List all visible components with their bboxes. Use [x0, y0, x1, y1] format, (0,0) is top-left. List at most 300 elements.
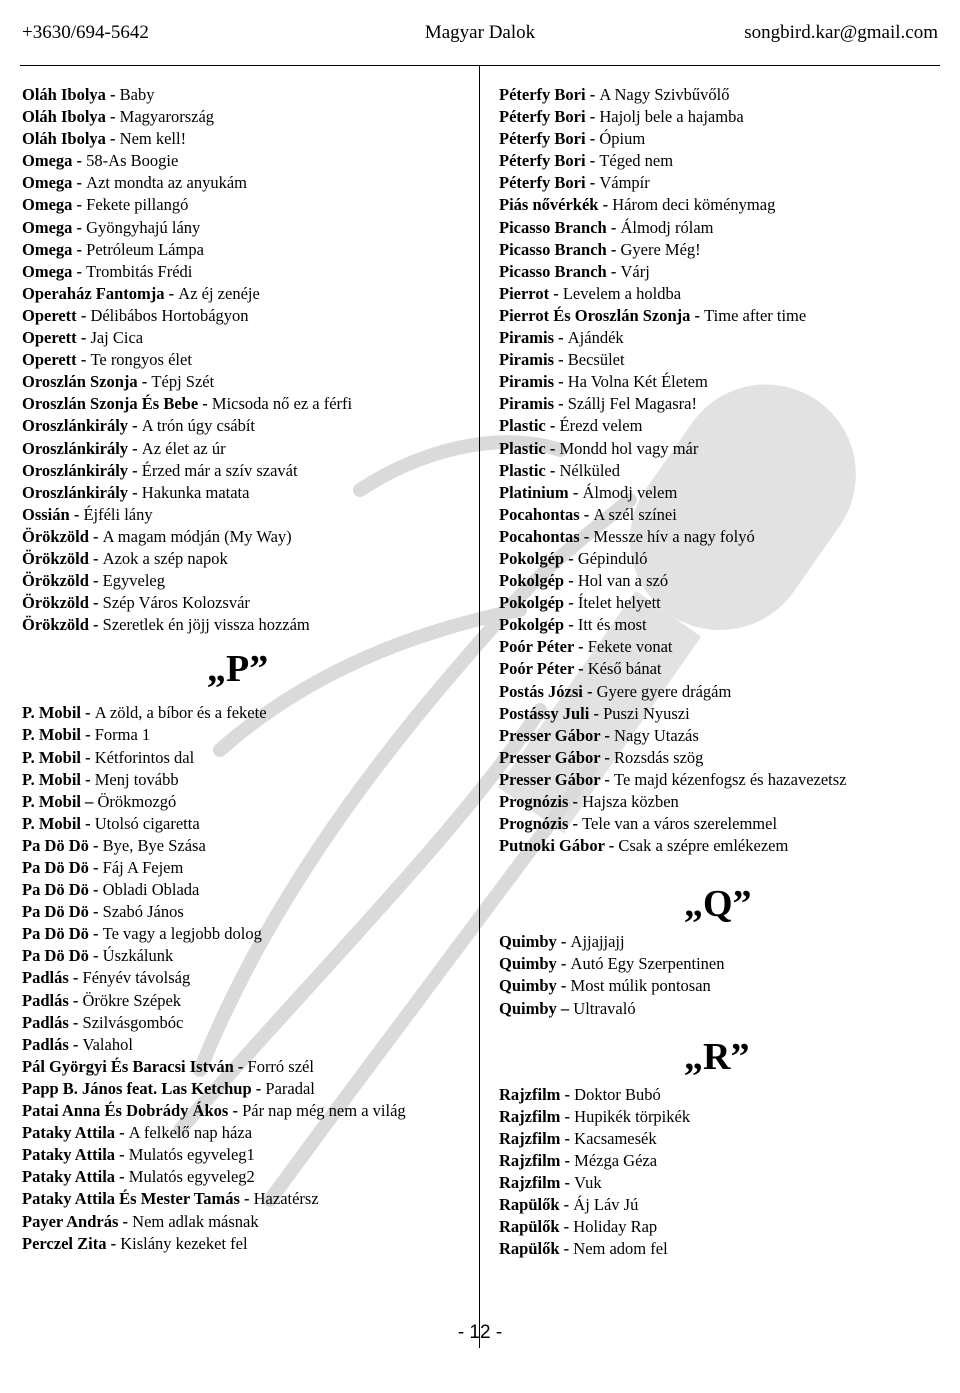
song-artist: Rajzfilm: [499, 1150, 561, 1170]
song-artist: Presser Gábor: [499, 725, 601, 745]
song-entry: [499, 658, 944, 680]
song-entry: [22, 592, 467, 614]
song-title: Paradal: [265, 1078, 315, 1098]
separator: -: [105, 129, 120, 149]
song-entry: [22, 1100, 467, 1122]
separator: -: [568, 482, 583, 502]
song-artist: Padlás: [22, 1012, 69, 1032]
song-entry: [22, 990, 467, 1012]
song-entry: [499, 747, 944, 769]
song-artist: Pál Györgyi És Baracsi István: [22, 1056, 234, 1076]
song-entry: [22, 813, 467, 835]
section-heading-q: „Q”: [684, 883, 752, 926]
separator: -: [69, 504, 84, 524]
song-title: Az éj zenéje: [178, 283, 260, 303]
song-title: Ajándék: [567, 328, 624, 348]
song-entry: [499, 327, 944, 349]
separator: -: [80, 703, 95, 723]
song-artist: Omega: [22, 239, 73, 259]
song-entry: [22, 570, 467, 592]
song-artist: Örökzöld: [22, 548, 89, 568]
song-artist: Pokolgép: [499, 548, 565, 568]
separator: -: [80, 769, 95, 789]
separator: -: [545, 460, 560, 480]
separator: -: [106, 1233, 121, 1253]
song-title: Szabó János: [102, 902, 184, 922]
separator: -: [585, 85, 600, 104]
song-title: Fáj A Fejem: [102, 858, 184, 877]
song-entry: [22, 371, 467, 393]
separator: -: [579, 504, 594, 524]
song-title: Gépinduló: [577, 548, 648, 568]
song-title: Fényév távolság: [82, 968, 191, 988]
separator: -: [68, 990, 83, 1010]
separator: –: [556, 998, 574, 1018]
song-artist: Örökzöld: [22, 571, 89, 591]
separator: -: [568, 814, 583, 834]
column-divider: [479, 66, 480, 1348]
song-artist: Operett: [22, 305, 77, 325]
song-title: Jaj Cica: [90, 328, 144, 348]
song-title: Hajsza közben: [582, 792, 679, 811]
song-entry: [499, 614, 944, 636]
song-artist: Pokolgép: [499, 593, 565, 613]
separator: -: [88, 593, 103, 613]
song-entry: [22, 482, 467, 504]
separator: -: [128, 416, 142, 436]
song-artist: Picasso Branch: [499, 239, 607, 259]
separator: -: [556, 954, 571, 974]
song-artist: Rapülők: [499, 1217, 560, 1237]
separator: -: [128, 438, 142, 458]
separator: -: [72, 195, 87, 215]
song-entry: [22, 769, 467, 791]
song-artist: Omega: [22, 195, 73, 215]
song-entry: [499, 953, 944, 975]
song-title: Rozsdás szög: [614, 747, 704, 767]
separator: -: [564, 615, 578, 635]
song-entry: [22, 1012, 467, 1034]
song-artist: Péterfy Bori: [499, 107, 586, 127]
song-title: Mondd hol vagy már: [559, 438, 699, 458]
song-title: Ultravaló: [573, 998, 636, 1018]
song-artist: Poór Péter: [499, 637, 574, 657]
separator: -: [573, 637, 588, 657]
song-artist: Piramis: [499, 372, 554, 392]
song-entry: [499, 460, 944, 482]
song-entry: [22, 460, 467, 482]
song-artist: Padlás: [22, 990, 69, 1010]
song-title: Hupikék törpikék: [574, 1106, 691, 1126]
song-artist: Plastic: [499, 416, 546, 436]
song-entry: [22, 305, 467, 327]
song-title: Ópium: [599, 129, 646, 149]
separator: -: [560, 1150, 575, 1170]
separator: -: [560, 1128, 575, 1148]
song-title: Szép Város Kolozsvár: [102, 593, 250, 613]
song-artist: Pokolgép: [499, 615, 565, 635]
song-entry: [499, 128, 944, 150]
song-entry: [499, 526, 944, 548]
song-title: Nem kell!: [119, 129, 187, 149]
separator: -: [585, 173, 600, 193]
section-heading-r: „R”: [684, 1035, 750, 1078]
song-artist: Péterfy Bori: [499, 173, 586, 193]
song-artist: Pierrot És Oroszlán Szonja: [499, 305, 691, 325]
song-title: Te majd kézenfogsz és hazavezetsz: [614, 769, 847, 789]
song-artist: Pa Dö Dö: [22, 835, 89, 855]
song-artist: P. Mobil: [22, 769, 81, 789]
separator: -: [606, 239, 621, 259]
song-entry: [22, 1144, 467, 1166]
song-title: Mulatós egyveleg2: [128, 1167, 255, 1187]
separator: -: [251, 1078, 266, 1098]
song-entry: [499, 548, 944, 570]
separator: -: [585, 107, 600, 127]
song-title: Tépj Szét: [151, 372, 215, 392]
song-artist: Péterfy Bori: [499, 129, 586, 149]
song-title: Valahol: [82, 1034, 133, 1054]
song-artist: Putnoki Gábor: [499, 836, 605, 856]
song-title: Téged nem: [599, 151, 674, 171]
song-entry: [499, 239, 944, 261]
song-title: Messze hív a nagy folyó: [593, 526, 755, 546]
song-artist: Oroszlánkirály: [22, 482, 129, 502]
song-title: Time after time: [704, 305, 807, 325]
song-title: Nem adlak másnak: [132, 1211, 259, 1231]
song-title: Várj: [620, 261, 650, 281]
song-artist: Péterfy Bori: [499, 85, 586, 104]
song-title: Magyarország: [119, 107, 215, 127]
song-artist: Rajzfilm: [499, 1084, 561, 1104]
header-divider: [20, 65, 940, 66]
song-artist: Papp B. János feat. Las Ketchup: [22, 1078, 252, 1098]
song-artist: Poór Péter: [499, 659, 574, 679]
song-title: Most múlik pontosan: [570, 976, 711, 996]
song-title: A szél színei: [593, 504, 677, 524]
separator: -: [564, 593, 578, 613]
separator: -: [88, 571, 103, 591]
song-entry: [22, 967, 467, 989]
song-artist: Prognózis: [499, 814, 569, 834]
song-artist: Oláh Ibolya: [22, 129, 106, 149]
song-title: Éjféli lány: [83, 504, 153, 524]
song-entry: [22, 349, 467, 371]
song-artist: Pierrot: [499, 283, 550, 303]
separator: -: [604, 836, 619, 856]
song-artist: Omega: [22, 173, 73, 193]
song-entry: [22, 283, 467, 305]
song-entry: [22, 945, 467, 967]
separator: -: [554, 350, 568, 370]
song-title: Obladi Oblada: [102, 880, 200, 900]
separator: -: [579, 526, 594, 546]
email-address: songbird.kar@gmail.com: [744, 22, 938, 43]
song-title: Álmodj velem: [582, 482, 678, 502]
song-entry: [499, 703, 944, 725]
song-artist: Operett: [22, 328, 77, 348]
separator: -: [600, 725, 615, 745]
song-entry: [499, 1172, 944, 1194]
song-entry: [22, 1188, 467, 1210]
separator: -: [76, 350, 91, 370]
song-title: Szállj Fel Magasra!: [567, 394, 697, 414]
spacer: [499, 1020, 944, 1030]
song-title: Autó Egy Szerpentinen: [570, 954, 725, 974]
song-list: [499, 84, 944, 857]
separator: -: [80, 725, 95, 745]
song-artist: Omega: [22, 151, 73, 171]
song-artist: Rajzfilm: [499, 1173, 561, 1193]
separator: -: [88, 902, 103, 922]
song-entry: [22, 1056, 467, 1078]
song-title: Áj Láv Jú: [573, 1195, 639, 1215]
song-title: A Nagy Szivbűvőlő: [599, 85, 730, 104]
song-entry: [22, 879, 467, 901]
song-entry: [22, 1166, 467, 1188]
song-title: Puszi Nyuszi: [603, 703, 690, 723]
separator: -: [559, 1217, 574, 1237]
separator: -: [72, 173, 87, 193]
song-entry: [499, 570, 944, 592]
separator: -: [545, 416, 560, 436]
song-title: Szeretlek én jöjj vissza hozzám: [102, 615, 310, 635]
song-title: Nélküled: [559, 460, 620, 480]
song-entry: [499, 283, 944, 305]
separator: -: [72, 217, 87, 237]
song-title: A trón úgy csábít: [141, 416, 255, 436]
song-artist: Örökzöld: [22, 526, 89, 546]
song-entry: [499, 791, 944, 813]
song-entry: [22, 172, 467, 194]
song-artist: P. Mobil: [22, 747, 81, 767]
song-entry: [22, 747, 467, 769]
separator: -: [115, 1123, 129, 1143]
separator: -: [88, 835, 103, 855]
song-entry: [499, 482, 944, 504]
separator: -: [118, 1211, 133, 1231]
song-title: Hazatérsz: [253, 1189, 319, 1209]
spacer: [499, 857, 944, 877]
song-title: Hol van a szó: [577, 571, 669, 591]
song-artist: Quimby: [499, 976, 557, 996]
song-title: Nagy Utazás: [614, 725, 699, 745]
separator: -: [573, 659, 588, 679]
song-entry: [22, 217, 467, 239]
separator: -: [128, 460, 142, 480]
song-artist: Padlás: [22, 968, 69, 988]
song-artist: Pokolgép: [499, 571, 565, 591]
song-title: A felkelő nap háza: [128, 1123, 253, 1143]
song-entry: [22, 194, 467, 216]
separator: -: [105, 107, 120, 127]
song-title: Mézga Géza: [574, 1150, 658, 1170]
separator: -: [72, 239, 87, 259]
separator: -: [545, 438, 560, 458]
song-entry: [499, 217, 944, 239]
song-title: Kislány kezeket fel: [120, 1233, 248, 1253]
separator: -: [556, 976, 571, 996]
song-entry: [499, 371, 944, 393]
song-entry: [499, 1084, 944, 1106]
separator: -: [560, 1084, 575, 1104]
song-artist: Oroszlánkirály: [22, 416, 129, 436]
song-title: Mulatós egyveleg1: [128, 1145, 255, 1165]
song-entry: [499, 172, 944, 194]
separator: -: [68, 968, 83, 988]
separator: –: [80, 791, 98, 811]
song-artist: Platinium: [499, 482, 569, 502]
song-list: [499, 1084, 944, 1261]
song-entry: [22, 393, 467, 415]
song-artist: Perczel Zita: [22, 1233, 107, 1253]
song-entry: [499, 393, 944, 415]
song-entry: [22, 614, 467, 636]
song-artist: Pataky Attila: [22, 1167, 116, 1187]
song-title: Azok a szép napok: [102, 548, 228, 568]
song-artist: Payer András: [22, 1211, 119, 1231]
page-header: [0, 0, 960, 70]
song-artist: Rajzfilm: [499, 1106, 561, 1126]
page-number: - 12 -: [457, 1322, 503, 1343]
song-entry: [22, 84, 467, 106]
song-entry: [499, 1194, 944, 1216]
song-artist: Presser Gábor: [499, 769, 601, 789]
song-entry: [22, 106, 467, 128]
song-entry: [22, 526, 467, 548]
song-artist: P. Mobil: [22, 703, 81, 723]
song-entry: [499, 438, 944, 460]
song-artist: Operett: [22, 350, 77, 370]
section-heading-p: „P”: [207, 648, 269, 691]
song-title: Gyere gyere drágám: [596, 681, 732, 701]
separator: -: [76, 328, 91, 348]
song-title: Kacsamesék: [574, 1128, 657, 1148]
song-entry: [499, 1150, 944, 1172]
song-title: Három deci köménymag: [612, 195, 776, 215]
song-entry: [22, 1233, 467, 1255]
song-title: Fekete pillangó: [86, 195, 189, 215]
song-title: Tele van a város szerelemmel: [582, 814, 778, 834]
song-artist: Pa Dö Dö: [22, 924, 89, 944]
song-title: Nem adom fel: [573, 1239, 668, 1259]
song-entry: [22, 1078, 467, 1100]
song-artist: Oroszlán Szonja: [22, 372, 138, 392]
song-entry: [499, 636, 944, 658]
song-entry: [22, 1211, 467, 1233]
song-title: Érzed már a szív szavát: [141, 460, 298, 480]
song-entry: [499, 106, 944, 128]
song-artist: Plastic: [499, 438, 546, 458]
song-artist: Piramis: [499, 328, 554, 348]
song-entry: [22, 548, 467, 570]
separator: -: [606, 261, 621, 281]
song-title: Délibábos Hortobágyon: [90, 305, 249, 325]
song-artist: Postás Józsi: [499, 681, 583, 701]
separator: -: [228, 1101, 243, 1121]
separator: -: [600, 769, 615, 789]
song-title: Vuk: [574, 1173, 602, 1193]
separator: -: [88, 880, 103, 900]
song-entry: [499, 415, 944, 437]
separator: -: [554, 328, 568, 348]
song-entry: [499, 1216, 944, 1238]
separator: -: [598, 195, 613, 215]
song-title: Ítelet helyett: [577, 593, 661, 613]
song-artist: Postássy Juli: [499, 703, 590, 723]
separator: -: [549, 283, 563, 303]
separator: -: [105, 85, 120, 104]
song-title: 58-As Boogie: [86, 151, 179, 171]
song-artist: Rapülők: [499, 1195, 560, 1215]
separator: -: [560, 1173, 575, 1193]
song-artist: Piramis: [499, 350, 554, 370]
song-entry: [499, 194, 944, 216]
song-title: Petróleum Lámpa: [86, 239, 204, 259]
song-artist: Plastic: [499, 460, 546, 480]
song-title: Hakunka matata: [141, 482, 250, 502]
song-title: Az élet az úr: [141, 438, 226, 458]
song-artist: Rapülők: [499, 1239, 560, 1259]
song-title: A magam módján (My Way): [102, 526, 292, 546]
separator: -: [164, 283, 179, 303]
song-entry: [22, 923, 467, 945]
separator: -: [559, 1195, 574, 1215]
song-entry: [499, 975, 944, 997]
song-title: Gyöngyhajú lány: [86, 217, 201, 237]
song-title: Menj tovább: [94, 769, 179, 789]
song-artist: P. Mobil: [22, 725, 81, 745]
separator: -: [68, 1012, 83, 1032]
song-artist: Quimby: [499, 932, 557, 952]
song-title: Ha Volna Két Életem: [567, 372, 708, 392]
song-artist: Oroszlánkirály: [22, 438, 129, 458]
separator: -: [556, 932, 571, 952]
song-artist: Péterfy Bori: [499, 151, 586, 171]
song-entry: [499, 305, 944, 327]
separator: -: [560, 1106, 575, 1126]
song-title: Bye, Bye Szása: [102, 835, 206, 855]
song-artist: Oroszlán Szonja És Bebe: [22, 394, 199, 414]
song-title: Álmodj rólam: [620, 217, 714, 237]
song-artist: Pataky Attila És Mester Tamás: [22, 1189, 240, 1209]
song-artist: Piramis: [499, 394, 554, 414]
song-list: [22, 702, 467, 1254]
song-artist: Pa Dö Dö: [22, 880, 89, 900]
song-title: Te rongyos élet: [90, 350, 192, 370]
song-title: Te vagy a legjobb dolog: [102, 924, 262, 944]
song-title: Vámpír: [599, 173, 650, 193]
song-title: Késő bánat: [587, 659, 662, 679]
song-artist: Pa Dö Dö: [22, 858, 89, 877]
song-entry: [22, 724, 467, 746]
song-artist: Oláh Ibolya: [22, 85, 106, 104]
song-entry: [499, 769, 944, 791]
song-title: Doktor Bubó: [574, 1084, 661, 1104]
song-artist: Prognózis: [499, 792, 569, 811]
song-entry: [499, 504, 944, 526]
song-entry: [499, 813, 944, 835]
song-title: Örökmozgó: [97, 791, 177, 811]
separator: -: [88, 858, 103, 877]
song-title: Ajjajjajj: [570, 932, 625, 952]
song-artist: Presser Gábor: [499, 747, 601, 767]
left-column: [22, 84, 467, 1255]
separator: -: [589, 703, 604, 723]
song-artist: Quimby: [499, 954, 557, 974]
song-entry: [22, 835, 467, 857]
song-artist: Rajzfilm: [499, 1128, 561, 1148]
